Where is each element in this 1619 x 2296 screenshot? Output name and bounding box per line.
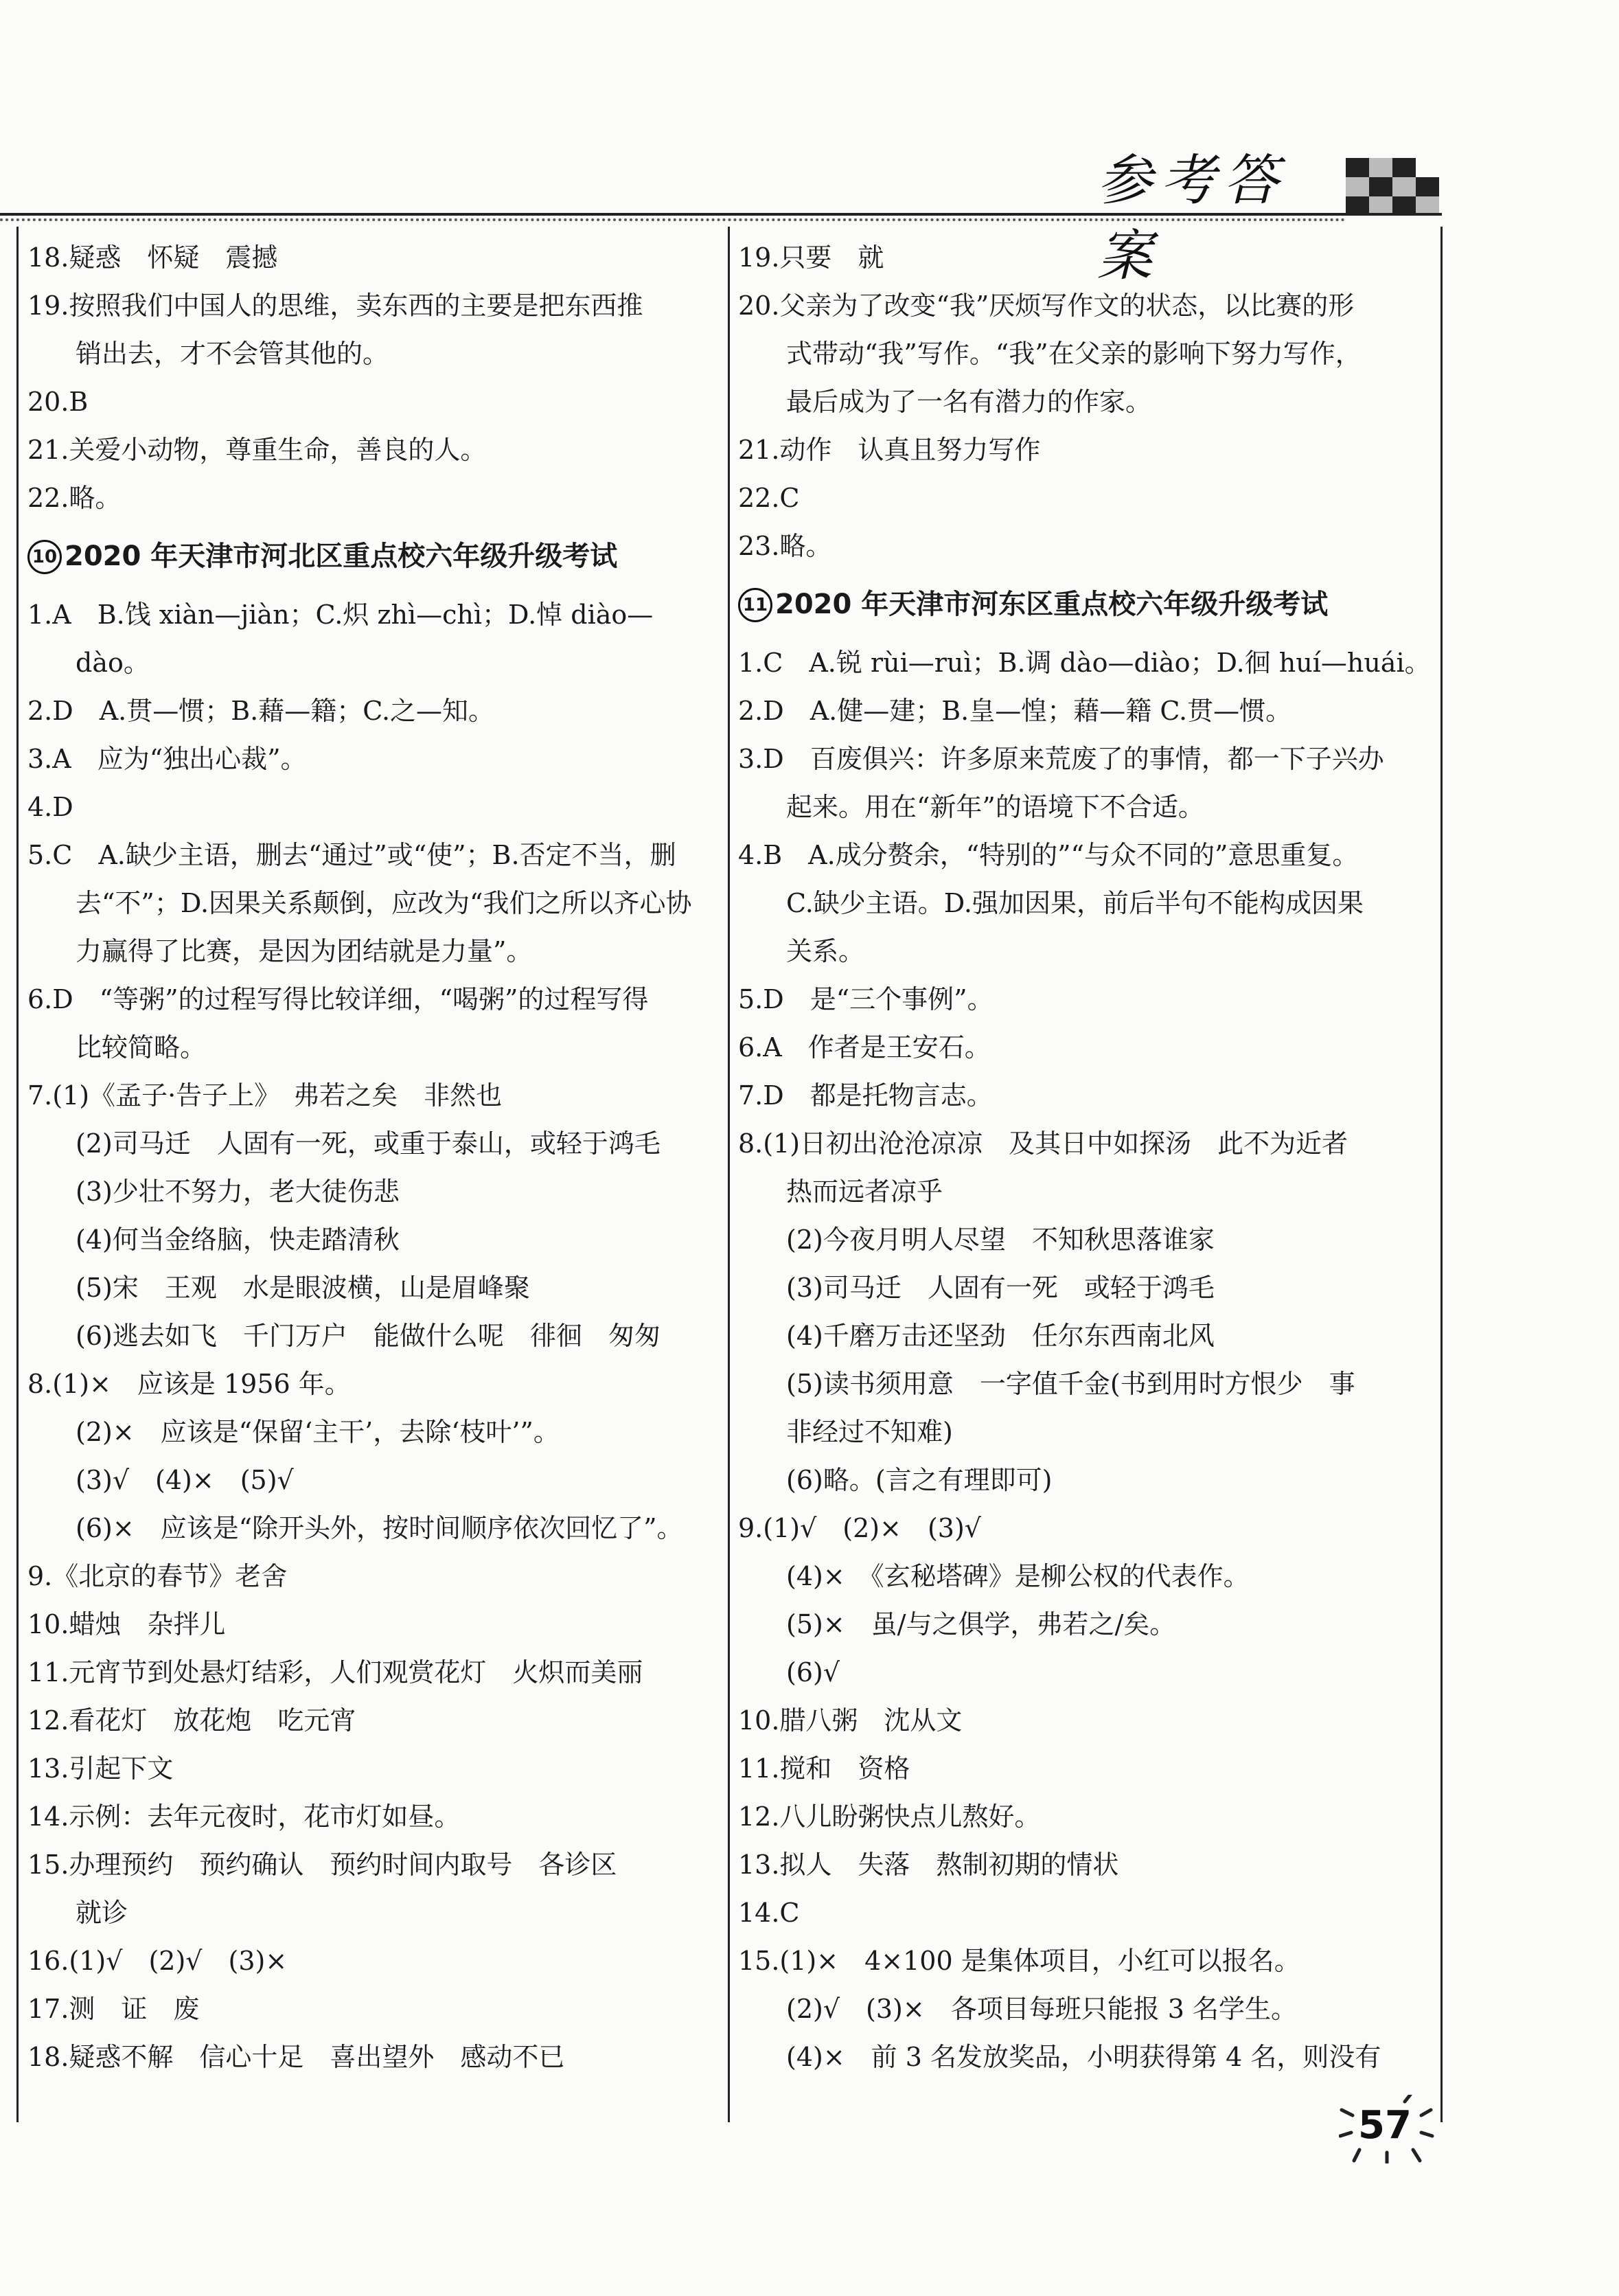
answer-line: 起来。用在“新年”的语境下不合适。 <box>786 792 1204 822</box>
answer-line: 15.办理预约 预约确认 预约时间内取号 各诊区 <box>27 1850 617 1880</box>
answer-line: 6.A 作者是王安石。 <box>738 1032 991 1062</box>
answer-line: 23.略。 <box>738 531 832 561</box>
answer-line: (3)司马迁 人固有一死 或轻于鸿毛 <box>786 1273 1215 1303</box>
answer-line: 12.看花灯 放花炮 吃元宵 <box>27 1705 356 1736</box>
answer-line: 21.动作 认真且努力写作 <box>738 435 1041 465</box>
answer-line: 17.测 证 废 <box>27 1994 200 2024</box>
answer-line: 14.C <box>738 1898 800 1928</box>
answer-line: (2)√ (3)× 各项目每班只能报 3 名学生。 <box>786 1994 1298 2024</box>
answer-line: 11.搅和 资格 <box>738 1753 910 1784</box>
answer-line: 1.A B.饯 xiàn—jiàn；C.炽 zhì—chì；D.悼 diào— <box>27 600 654 630</box>
answer-line: (6)略。(言之有理即可) <box>786 1465 1053 1495</box>
answer-line: 19.只要 就 <box>738 242 884 273</box>
section-title: 2020 年天津市河北区重点校六年级升级考试 <box>65 541 618 572</box>
answer-line: 13.引起下文 <box>27 1753 174 1784</box>
answer-line: 6.D “等粥”的过程写得比较详细，“喝粥”的过程写得 <box>27 984 649 1014</box>
answer-line: (2)× 应该是“保留‘主干’，去除‘枝叶’”。 <box>76 1417 560 1447</box>
answer-line: 3.A 应为“独出心裁”。 <box>27 744 307 774</box>
section-number: 10 <box>27 540 62 574</box>
answer-line: 5.D 是“三个事例”。 <box>738 984 994 1014</box>
answer-line: (6)× 应该是“除开头外，按时间顺序依次回忆了”。 <box>76 1513 683 1543</box>
answer-line: 14.示例：去年元夜时，花市灯如昼。 <box>27 1801 461 1832</box>
left-border <box>16 227 19 2122</box>
right-column <box>738 234 1432 2081</box>
answer-line: 力赢得了比赛，是因为团结就是力量”。 <box>76 936 533 966</box>
page-number: 57 <box>1358 2103 1412 2148</box>
answer-line: (6)√ <box>786 1657 840 1687</box>
answer-line: 20.B <box>27 387 89 417</box>
answer-line: 10.蜡烛 杂拌儿 <box>27 1609 226 1639</box>
answer-line: (4)千磨万击还坚劲 任尔东西南北风 <box>786 1321 1215 1351</box>
answer-line: (5)× 虽/与之俱学，弗若之/矣。 <box>786 1609 1176 1639</box>
right-border <box>1440 227 1443 2122</box>
answer-line: (4)何当金络脑，快走踏清秋 <box>76 1225 400 1255</box>
answer-line: (4)× 《玄秘塔碑》是柳公权的代表作。 <box>786 1561 1250 1591</box>
answer-line: (5)宋 王观 水是眼波横，山是眉峰聚 <box>76 1273 530 1303</box>
answer-line: 2.D A.贯—惯；B.藉—籍；C.之—知。 <box>27 696 495 726</box>
answer-line: 19.按照我们中国人的思维，卖东西的主要是把东西推 <box>27 291 643 321</box>
answer-line: 7.D 都是托物言志。 <box>738 1080 993 1111</box>
answer-line: 最后成为了一名有潜力的作家。 <box>786 387 1152 417</box>
answer-line: (5)读书须用意 一字值千金(书到用时方恨少 事 <box>786 1369 1355 1399</box>
answer-line: 16.(1)√ (2)√ (3)× <box>27 1946 288 1976</box>
answer-line: (3)少壮不努力，老大徒伤悲 <box>76 1177 400 1207</box>
answer-line: 10.腊八粥 沈从文 <box>738 1705 963 1736</box>
answer-line: 1.C A.锐 rùi—ruì；B.调 dào—diào；D.徊 huí—huái。 <box>738 648 1431 678</box>
answer-line: (6)逃去如飞 千门万户 能做什么呢 徘徊 匆匆 <box>76 1321 661 1351</box>
answer-line: 13.拟人 失落 熬制初期的情状 <box>738 1850 1119 1880</box>
answer-line: dào。 <box>76 648 150 678</box>
answer-line: 去“不”；D.因果关系颠倒，应改为“我们之所以齐心协 <box>76 888 692 918</box>
answer-line: 22.C <box>738 483 800 513</box>
column-divider <box>728 227 730 2122</box>
answer-line: (4)× 前 3 名发放奖品，小明获得第 4 名，则没有 <box>786 2042 1381 2072</box>
answer-line: 15.(1)× 4×100 是集体项目，小红可以报名。 <box>738 1946 1300 1976</box>
answer-line: 18.疑惑不解 信心十足 喜出望外 感动不已 <box>27 2042 565 2072</box>
checker-decoration <box>1346 152 1442 217</box>
answer-line: 热而远者凉乎 <box>786 1177 943 1207</box>
answer-line: 8.(1)日初出沧沧凉凉 及其日中如探汤 此不为近者 <box>738 1128 1348 1159</box>
answer-line: 9.(1)√ (2)× (3)√ <box>738 1513 982 1543</box>
answer-line: 2.D A.健—建；B.皇—惶；藉—籍 C.贯—惯。 <box>738 696 1292 726</box>
answer-line: C.缺少主语。D.强加因果，前后半句不能构成因果 <box>786 888 1364 918</box>
answer-line: 非经过不知难) <box>786 1417 953 1447</box>
answer-line: 7.(1)《孟子·告子上》 弗若之矣 非然也 <box>27 1080 503 1111</box>
answer-line: 11.元宵节到处悬灯结彩，人们观赏花灯 火炽而美丽 <box>27 1657 643 1687</box>
answer-line: (2)司马迁 人固有一死，或重于泰山，或轻于鸿毛 <box>76 1128 661 1159</box>
header-dotted-rule <box>0 218 1346 221</box>
answer-line: 4.D <box>27 792 73 822</box>
answer-line: 关系。 <box>786 936 865 966</box>
answer-line: 4.B A.成分赘余，“特别的”“与众不同的”意思重复。 <box>738 840 1359 870</box>
answer-line: 9.《北京的春节》老舍 <box>27 1561 288 1591</box>
answer-line: 销出去，才不会管其他的。 <box>76 339 389 369</box>
answer-line: 8.(1)× 应该是 1956 年。 <box>27 1369 351 1399</box>
answer-line: 20.父亲为了改变“我”厌烦写作文的状态，以比赛的形 <box>738 291 1355 321</box>
section-heading <box>27 522 717 591</box>
answer-line: (3)√ (4)× (5)√ <box>76 1465 294 1495</box>
answer-line: 18.疑惑 怀疑 震撼 <box>27 242 278 273</box>
left-column <box>27 234 717 2081</box>
answer-line: 12.八儿盼粥快点儿熬好。 <box>738 1801 1041 1832</box>
answer-line: 比较简略。 <box>76 1032 207 1062</box>
section-title: 2020 年天津市河东区重点校六年级升级考试 <box>775 589 1329 620</box>
answer-line: 22.略。 <box>27 483 122 513</box>
answer-line: 就诊 <box>76 1898 128 1928</box>
answer-line: 5.C A.缺少主语，删去“通过”或“使”；B.否定不当，删 <box>27 840 676 870</box>
header-rule <box>0 213 1442 216</box>
answer-line: 式带动“我”写作。“我”在父亲的影响下努力写作， <box>786 339 1362 369</box>
answer-line: 21.关爱小动物，尊重生命，善良的人。 <box>27 435 487 465</box>
answer-line: (2)今夜月明人尽望 不知秋思落谁家 <box>786 1225 1215 1255</box>
section-number: 11 <box>738 588 772 622</box>
section-heading <box>738 570 1432 639</box>
header-title: 参考答案 <box>1097 148 1287 288</box>
page-number-badge <box>1339 2095 1435 2163</box>
answer-line: 3.D 百废俱兴：许多原来荒废了的事情，都一下子兴办 <box>738 744 1384 774</box>
